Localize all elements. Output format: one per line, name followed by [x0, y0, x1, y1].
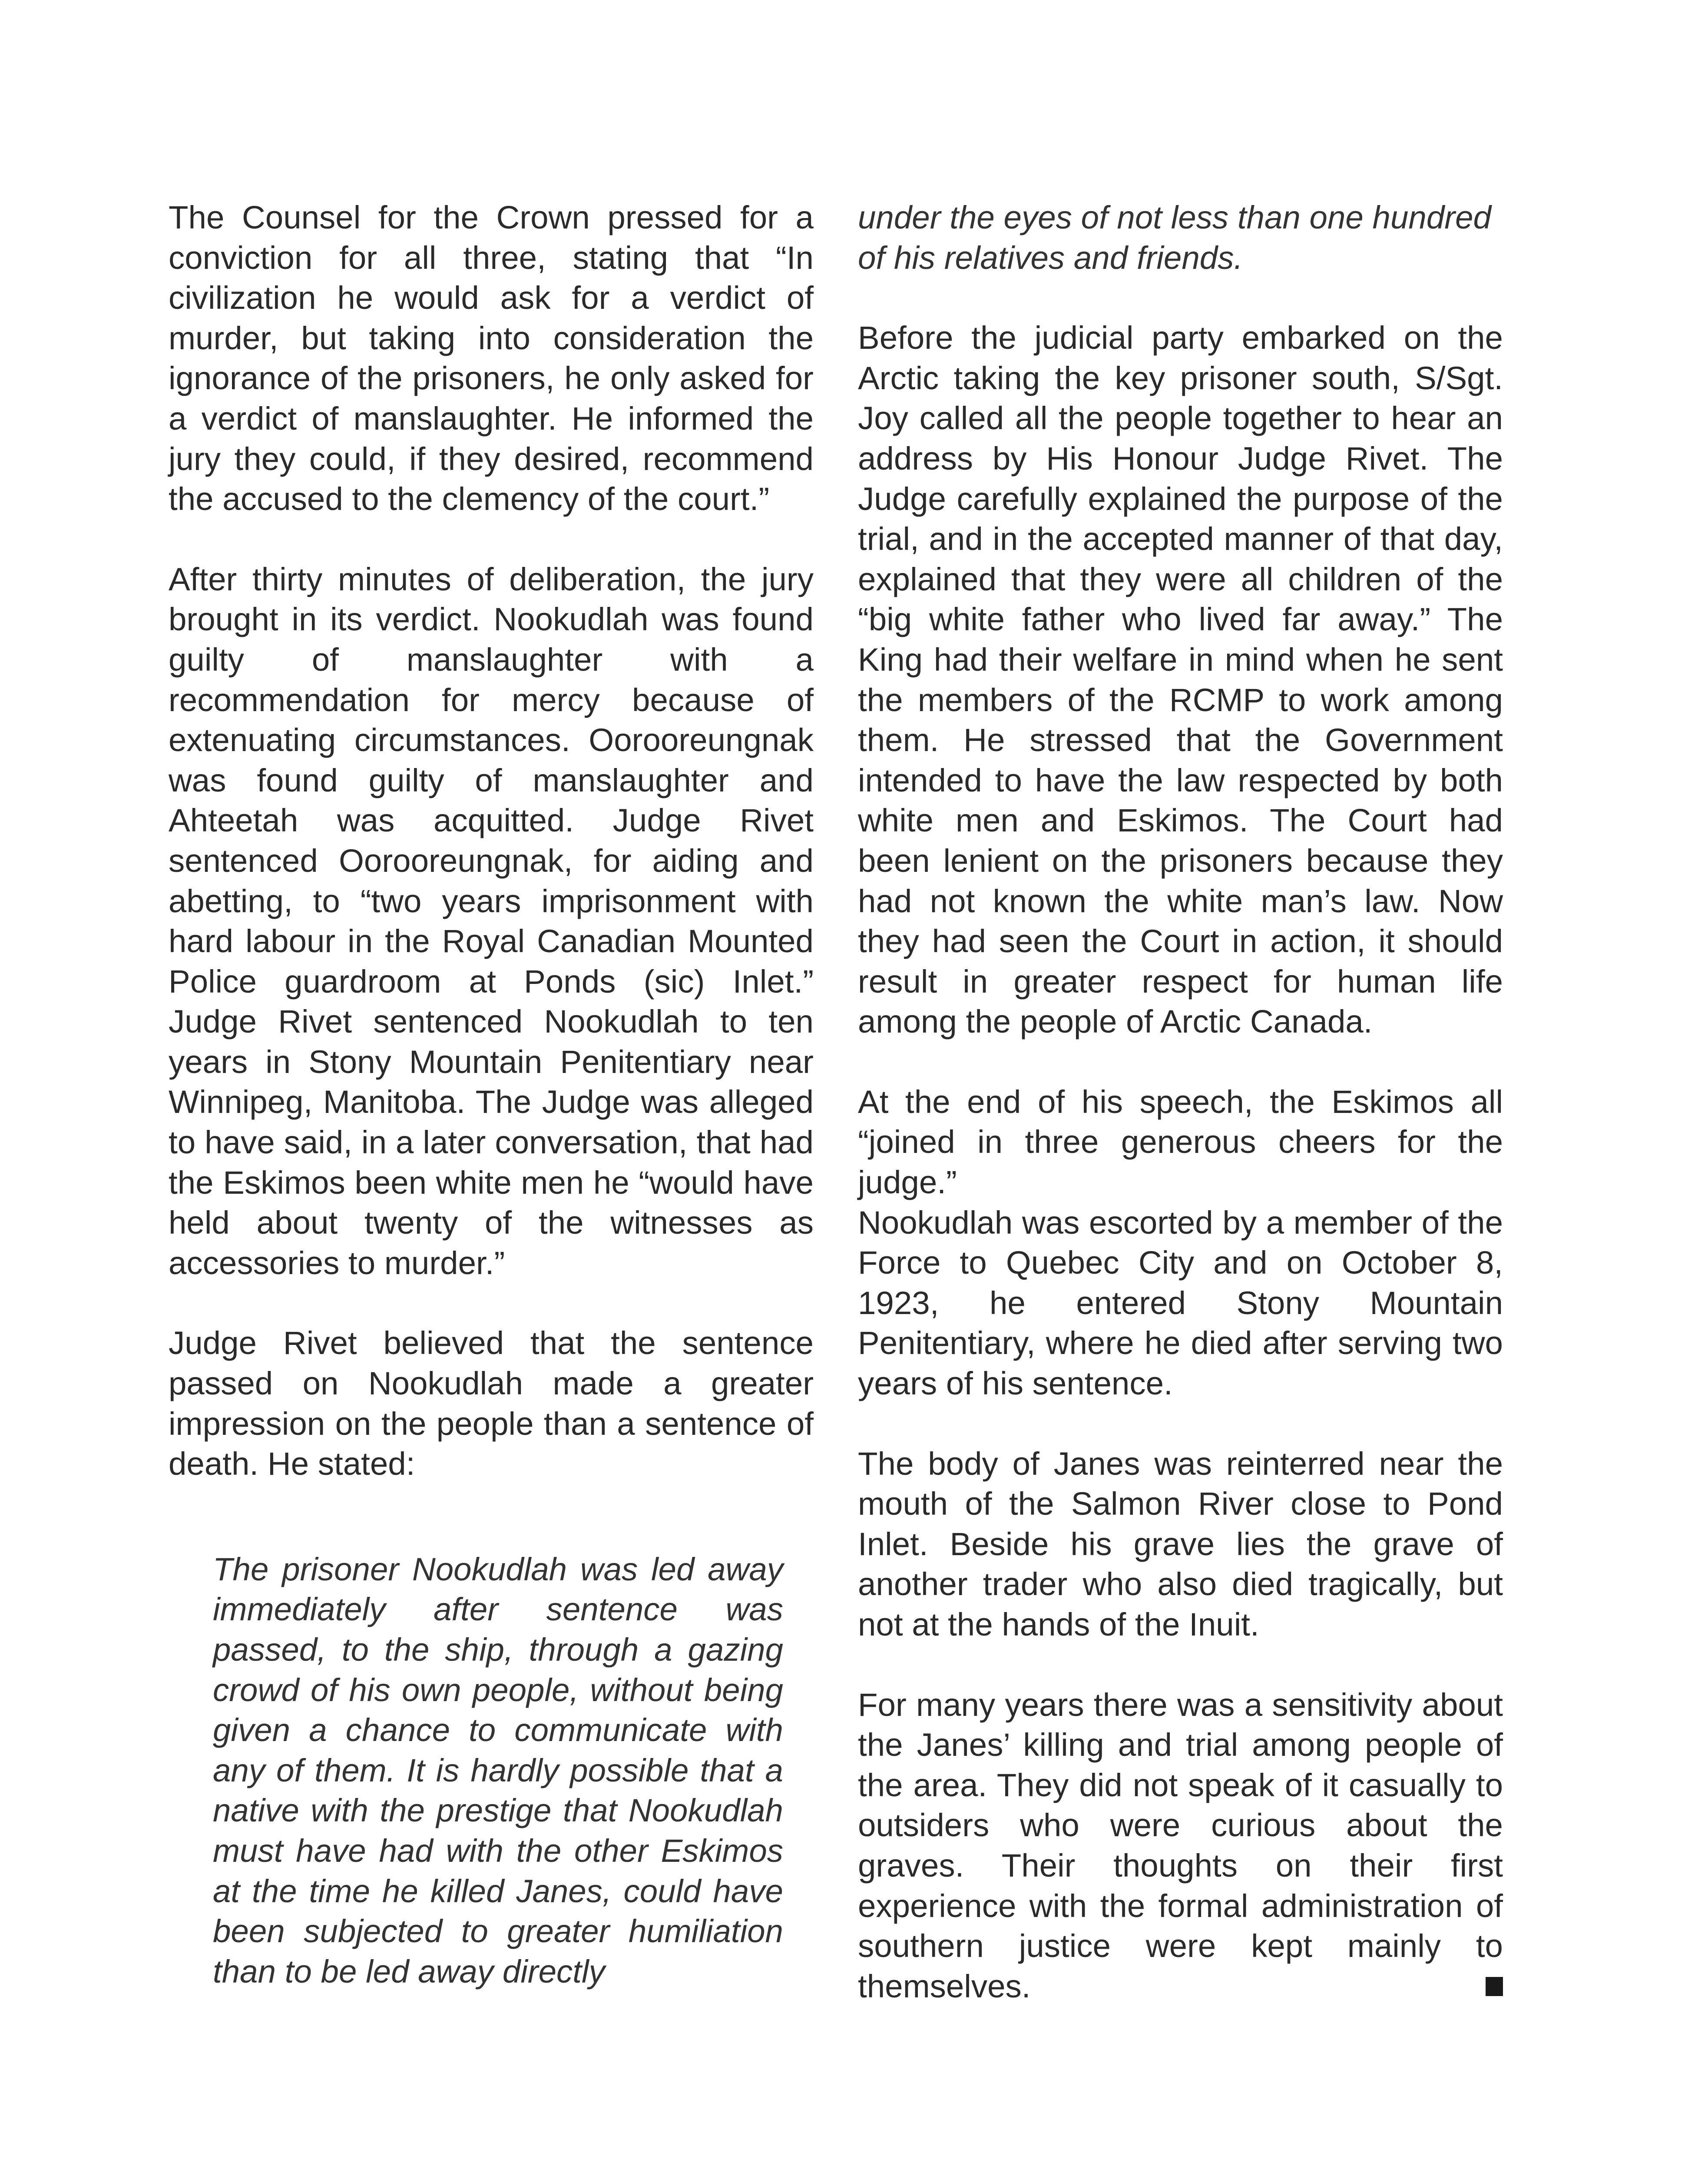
end-of-article-mark — [1486, 1977, 1503, 1996]
paragraph-sensitivity-text: For many years there was a sensitivity about the Janes’ killing and trial among people of the area. They did not speak of it casually to outsiders who were curious about the graves. Their thoughts on their first experience with the formal administration of southern justice were kept mainly to themselves. — [858, 1686, 1503, 2004]
paragraph-verdict: After thirty minutes of deliberation, the jury brought in its verdict. Nookudlah was found guilty of manslaughter with a recommendation for mercy because of extenuating circumstances. Oorooreungnak was found guilty of manslaughter and Ahteetah was acquitted. Judge Rivet sentenced Oorooreungnak, for aiding and abetting, to “two years imprisonment with hard labour in the Royal Canadian Mounted Police guardroom at Ponds (sic) Inlet.” Judge Rivet sentenced Nookudlah to ten years in Stony Mountain Penitentiary near Winnipeg, Manitoba. The Judge was alleged to have said, in a later conversation, that had the Eskimos been white men he “would have held about twenty of the witnesses as accessories to murder.” — [169, 561, 814, 1281]
paragraph-judicial-party: Before the judicial party embarked on the Arctic taking the key prisoner south, S/Sgt. Joy called all the people together to hear an address by His Honour Judge Rivet. The Judge carefully explained the purpose of the trial, and in the accepted manner of that day, explained that they were all children of the “big white father who lived far away.” The King had their welfare in mind when he sent the members of the RCMP to work among them. He stressed that the Government intended to have the law respected by both white men and Eskimos. The Court had been lenient on the prisoners because they had not known the white man’s law. Now they had seen the Court in action, it should result in greater respect for human life among the people of Arctic Canada. — [858, 320, 1503, 1040]
right-column — [858, 198, 1503, 2006]
paragraph-reinterment: The body of Janes was reinterred near the mouth of the Salmon River close to Pond Inlet. Beside his grave lies the grave of another trader who also died tragically, but not at the hands of the Inuit. — [858, 1445, 1503, 1642]
paragraph-escort: Nookudlah was escorted by a member of the Force to Quebec City and on October 8, 1923, he entered Stony Mountain Penitentiary, where he died after serving two years of his sentence. — [858, 1204, 1503, 1402]
block-quote-continued: under the eyes of not less than one hundred of his relatives and friends. — [858, 199, 1491, 276]
block-quote: The prisoner Nookudlah was led away immediately after sentence was passed, to the ship, through a gazing crowd of his own people, without being given a chance to communicate with any of them. It is hardly possible that a native with the prestige that Nookudlah must have had with the other Eskimos at the time he killed Janes, could have been subjected to greater humiliation than to be led away directly — [213, 1551, 783, 1990]
paragraph-sensitivity — [858, 1685, 1503, 2007]
paragraph-cheers: At the end of his speech, the Eskimos all “joined in three generous cheers for the judge.” — [858, 1083, 1503, 1201]
left-column — [169, 198, 814, 2032]
paragraph-judge-belief: Judge Rivet believed that the sentence passed on Nookudlah made a greater impression on the people than a sentence of death. He stated: — [169, 1325, 814, 1482]
paragraph-crown-counsel: The Counsel for the Crown pressed for a conviction for all three, stating that “In civilization he would ask for a verdict of murder, but taking into consideration the ignorance of the prisoners, he only asked for a verdict of manslaughter. He informed the jury they could, if they desired, recommend the accused to the clemency of the court.” — [169, 199, 814, 517]
